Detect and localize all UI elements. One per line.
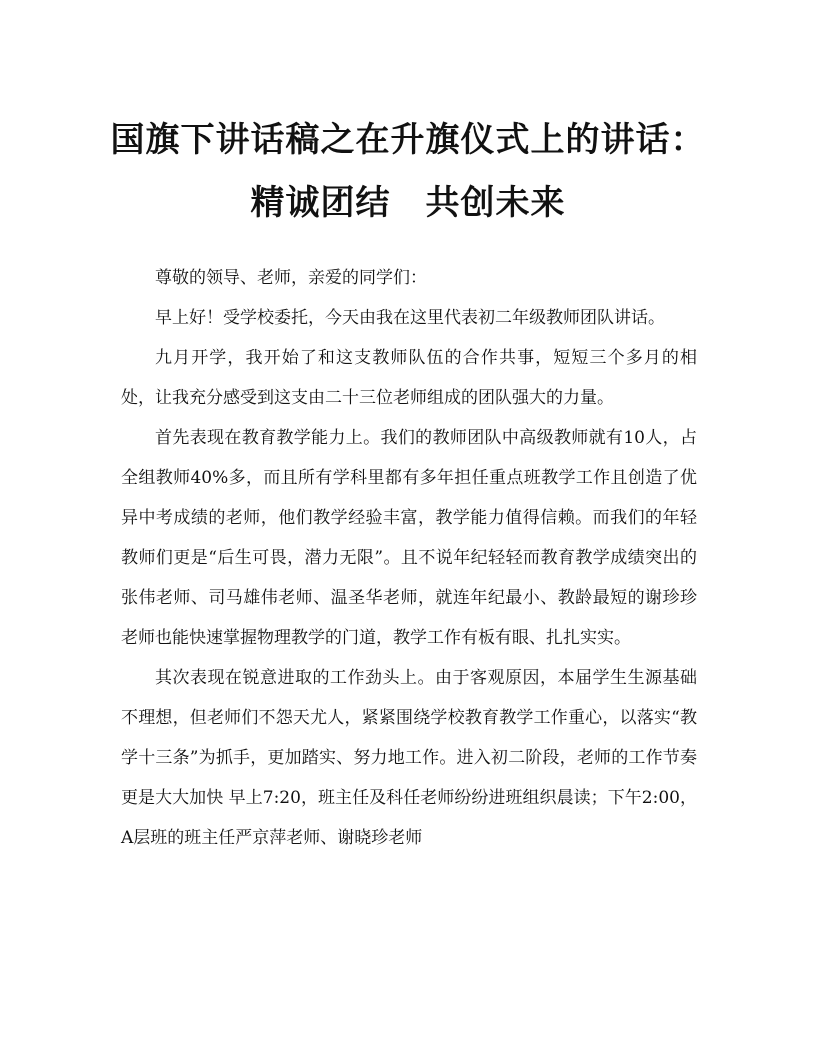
- document-title: 国旗下讲话稿之在升旗仪式上的讲话：: [110, 120, 706, 160]
- salutation-paragraph: 尊敬的领导、老师，亲爱的同学们：: [155, 268, 427, 288]
- document-body: [121, 258, 697, 858]
- body-paragraph: 九月开学，我开始了和这支教师队伍的合作共事，短短三个多月的相处，让我充分感受到这支由二十三位老师组成的团队强大的力量。: [121, 348, 697, 408]
- body-paragraph: 首先表现在教育教学能力上。我们的教师团队中高级教师就有10人，占全组教师40%多，而且所有学科里都有多年担任重点班教学工作且创造了优异中考成绩的老师，他们教学经验丰富，教学能力值得信赖。而我们的年轻教师们更是“后生可畏，潜力无限”。且不说年纪轻轻而教育教学成绩突出的张伟老师、司马雄伟老师、温圣华老师，就连年纪最小、教龄最短的谢珍珍老师也能快速掌握物理教学的门道，教学工作有板有眼、扎扎实实。: [121, 428, 697, 648]
- document-subtitle: 精诚团结 共创未来: [250, 183, 566, 223]
- body-paragraph: 其次表现在锐意进取的工作劲头上。由于客观原因，本届学生生源基础不理想，但老师们不怨天尤人，紧紧围绕学校教育教学工作重心，以落实“教学十三条”为抓手，更加踏实、努力地工作。进入初二阶段，老师的工作节奏更是大大加快 早上7:20，班主任及科任老师纷纷进班组织晨读；下午2:00，A层班的班主任严京萍老师、谢晓珍老师: [121, 668, 697, 848]
- greeting-paragraph: 早上好！受学校委托，今天由我在这里代表初二年级教师团队讲话。: [155, 308, 665, 328]
